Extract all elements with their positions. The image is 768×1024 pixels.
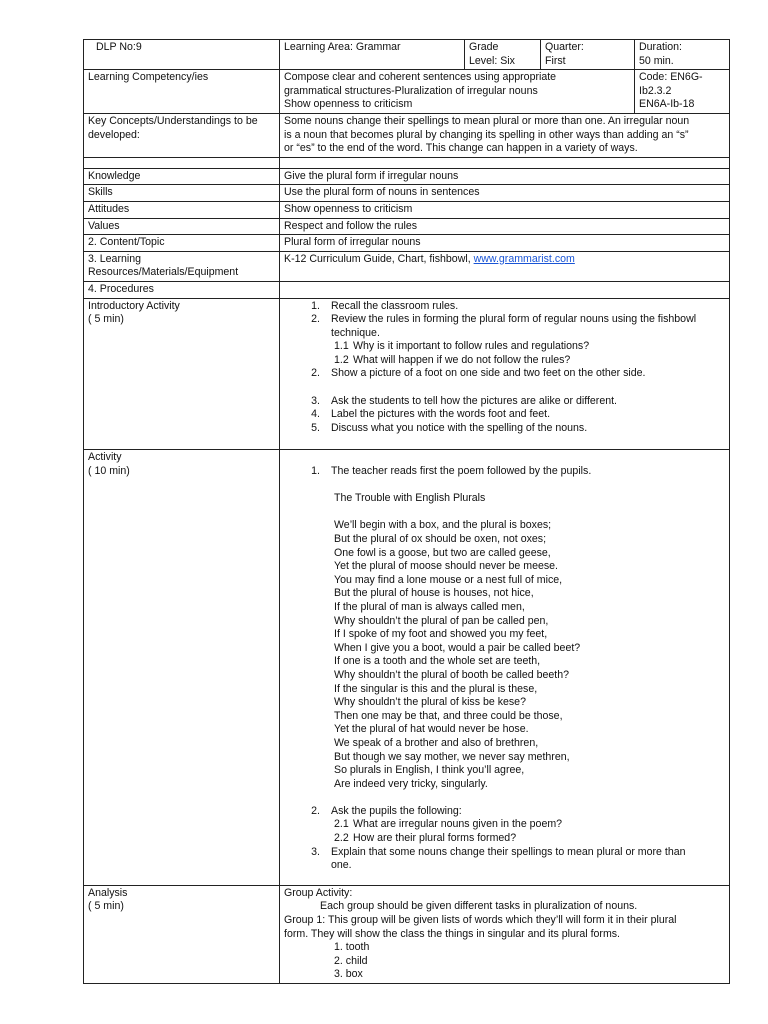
analysis-content: Group Activity: Each group should be given different tasks in pluralization of nouns. Group 1: This group will be given lists of words which they’ll will form it in their plural form. They will show the class the things in singular and its plural forms. 1. tooth 2. child 3. box [280,885,730,983]
intro-content [280,298,730,450]
procedures-label: 4. Procedures [84,281,280,298]
list-item: 3. Explain that some nouns change their spellings to mean plural or more than one. [311,845,686,872]
sub-item: 2.2 How are their plural forms formed? [334,832,517,845]
objective-label: Values [84,218,280,235]
analysis-label: Analysis ( 5 min) [84,885,280,983]
competency-label: Learning Competency/ies [84,70,280,114]
objective-label: Knowledge [84,168,280,185]
list-item: 2. Show a picture of a foot on one side and two feet on the other side. [311,367,646,380]
objective-row [84,201,730,218]
key-concepts-row [84,113,730,157]
competency-code: Code: EN6G- Ib2.3.2 EN6A-Ib-18 [635,70,730,114]
content-topic-value: Plural form of irregular nouns [280,235,730,252]
resources-value: K-12 Curriculum Guide, Chart, fishbowl, www.grammarist.com [280,251,730,281]
activity-content [280,450,730,885]
objective-value: Respect and follow the rules [280,218,730,235]
activity-row [84,450,730,885]
sub-item: 1.1 Why is it important to follow rules and regulations? [334,340,590,353]
list-item: 1. The teacher reads first the poem followed by the pupils. [311,465,592,478]
list-item: 5. Discuss what you notice with the spelling of the nouns. [311,421,588,434]
list-item: 2. Ask the pupils the following: [311,804,462,817]
list-item: 3. box [334,968,363,981]
quarter: Quarter: First [541,40,635,70]
grammarist-link[interactable]: www.grammarist.com [473,252,575,265]
grade-level: Grade Level: Six [465,40,541,70]
list-item: 4. Label the pictures with the words foot and feet. [311,408,551,421]
lesson-plan-table [83,39,730,984]
intro-label: Introductory Activity ( 5 min) [84,298,280,450]
objective-value: Show openness to criticism [280,201,730,218]
spacer-row [84,157,730,168]
resources-label: 3. Learning Resources/Materials/Equipment [84,251,280,281]
key-concepts-label: Key Concepts/Understandings to be developed: [84,113,280,157]
content-topic-row [84,235,730,252]
competency-text: Compose clear and coherent sentences using appropriate grammatical structures-Pluralization of irregular nouns Show openness to criticism [280,70,635,114]
list-item: 1. tooth [334,941,370,954]
objective-label: Skills [84,185,280,202]
lesson-plan-sheet [83,39,729,984]
list-item: 2. child [334,954,368,967]
list-item: 3. Ask the students to tell how the pictures are alike or different. [311,394,617,407]
poem: We’ll begin with a box, and the plural is boxes; But the plural of ox should be oxen, not oxes; One fowl is a goose, but two are called geese, Yet the plural of moose should never be meese. You may find a lone mouse or a nest full of mice, But the plural of house is houses, not hice, If the plural of man is always called men, Why shouldn’t the plural of pan be called pen, If I spoke of my foot and showed you my feet, When I give you a boot, would a pair be called beet? If one is a tooth and the whole set are teeth, Why shouldn’t the plural of booth be called beeth? If the singular is this and the plural is these, Why shouldn’t the plural of kiss be kese? Then one may be that, and three could be those, Yet the plural of hat would never be hose. We speak of a brother and also of brethren, But though we say mother, we never say methren, So plurals in English, I think you’ll agree, Are indeed very tricky, singularly. [334,519,581,790]
procedures-row [84,281,730,298]
learning-area: Learning Area: Grammar [280,40,465,70]
header-row [84,40,730,70]
key-concepts-text: Some nouns change their spellings to mean plural or more than one. An irregular noun is a noun that becomes plural by changing its spelling in other ways than adding an “s” or “es” to the end of the word. This change can happen in a variety of ways. [280,113,730,157]
list-item: 1. Recall the classroom rules. [311,299,459,312]
duration: Duration: 50 min. [635,40,730,70]
activity-label: Activity ( 10 min) [84,450,280,885]
list-item: 2. Review the rules in forming the plural form of regular nouns using the fishbowl technique. [311,313,697,339]
competency-row [84,70,730,114]
objective-label: Attitudes [84,201,280,218]
sub-item: 2.1 What are irregular nouns given in the poem? [334,818,563,831]
poem-title: The Trouble with English Plurals [334,492,486,505]
objective-value: Give the plural form if irregular nouns [280,168,730,185]
objective-row [84,168,730,185]
objective-value: Use the plural form of nouns in sentences [280,185,730,202]
sub-item: 1.2 What will happen if we do not follow the rules? [334,353,571,366]
objective-row [84,218,730,235]
analysis-row [84,885,730,983]
dlp-number: DLP No:9 [84,40,280,70]
intro-row [84,298,730,450]
objective-row [84,185,730,202]
content-topic-label: 2. Content/Topic [84,235,280,252]
resources-row [84,251,730,281]
